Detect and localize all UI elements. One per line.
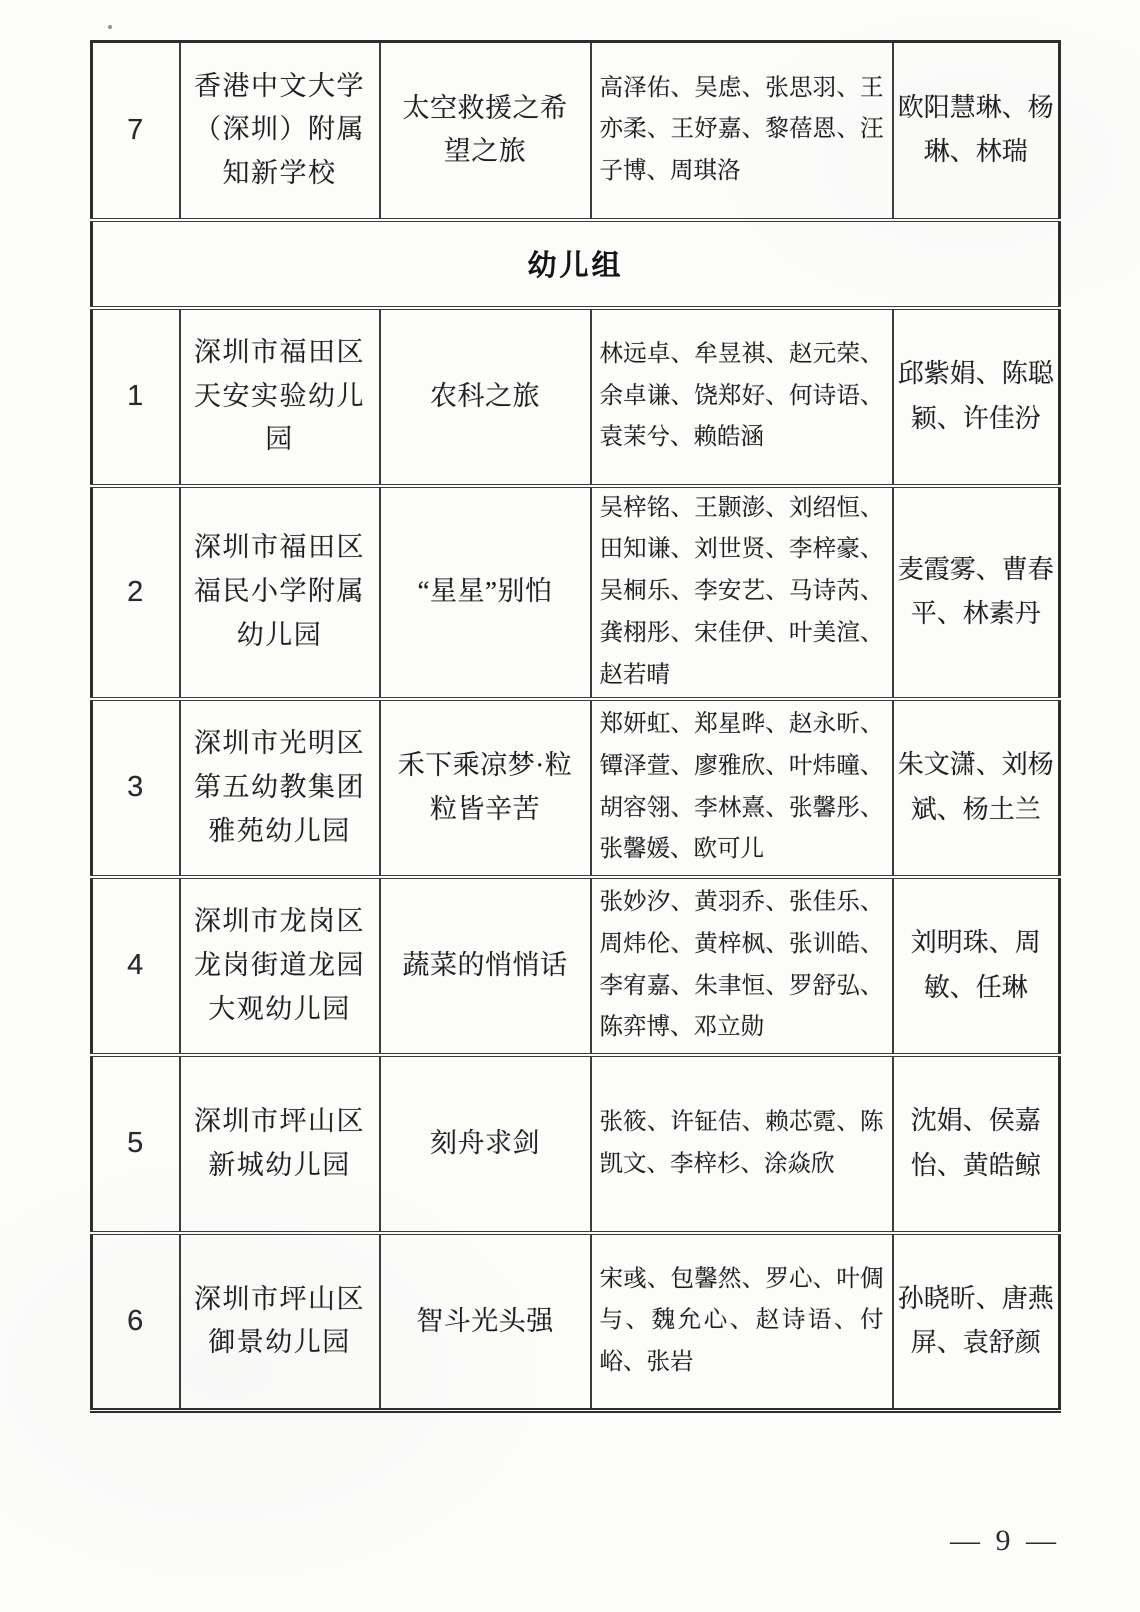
cell-project: 农科之旅 <box>380 308 591 486</box>
cell-teachers: 沈娟、侯嘉怡、黄皓鲸 <box>893 1055 1060 1233</box>
cell-students: 张筱、许钲佶、赖芯霓、陈凯文、李梓杉、涂焱欣 <box>591 1055 893 1233</box>
cell-rank: 5 <box>92 1055 180 1233</box>
cell-teachers: 孙晓昕、唐燕屏、袁舒颜 <box>893 1233 1060 1411</box>
table-row <box>92 699 1060 877</box>
table-row <box>92 42 1060 220</box>
cell-project: 刻舟求剑 <box>380 1055 591 1233</box>
cell-students: 张妙汐、黄羽乔、张佳乐、周炜伦、黄梓枫、张训皓、李宥嘉、朱聿恒、罗舒弘、陈弈博、邓立勋 <box>591 877 893 1055</box>
cell-rank: 2 <box>92 486 180 699</box>
cell-project: 太空救援之希望之旅 <box>380 42 591 220</box>
cell-students: 宋彧、包馨然、罗心、叶倜与、魏允心、赵诗语、付峪、张岩 <box>591 1233 893 1411</box>
cell-school: 深圳市龙岗区龙岗街道龙园大观幼儿园 <box>180 877 380 1055</box>
cell-students: 吴梓铭、王颢澎、刘绍恒、田知谦、刘世贤、李梓豪、吴桐乐、李安艺、马诗芮、龚栩彤、宋佳伊、叶美渲、赵若晴 <box>591 486 893 699</box>
table-row <box>92 486 1060 699</box>
cell-students: 高泽佑、吴虑、张思羽、王亦柔、王妤嘉、黎蓓恩、汪子博、周琪洛 <box>591 42 893 220</box>
cell-project: 禾下乘凉梦·粒粒皆辛苦 <box>380 699 591 877</box>
cell-teachers: 朱文潇、刘杨斌、杨土兰 <box>893 699 1060 877</box>
cell-rank: 7 <box>92 42 180 220</box>
cell-school: 深圳市坪山区御景幼儿园 <box>180 1233 380 1411</box>
cell-project: 智斗光头强 <box>380 1233 591 1411</box>
cell-students: 林远卓、牟昱祺、赵元荣、余卓谦、饶郑好、何诗语、袁茉兮、赖皓涵 <box>591 308 893 486</box>
scan-artifact-dot <box>108 25 112 29</box>
cell-rank: 3 <box>92 699 180 877</box>
cell-project: “星星”别怕 <box>380 486 591 699</box>
section-header-row <box>92 220 1060 308</box>
cell-rank: 4 <box>92 877 180 1055</box>
cell-students: 郑妍虹、郑星晔、赵永昕、镡泽萱、廖雅欣、叶炜曈、胡容翎、李林熹、张馨彤、张馨媛、欧可儿 <box>591 699 893 877</box>
cell-school: 深圳市光明区第五幼教集团雅苑幼儿园 <box>180 699 380 877</box>
cell-school: 深圳市坪山区新城幼儿园 <box>180 1055 380 1233</box>
cell-teachers: 邱紫娟、陈聪颖、许佳汾 <box>893 308 1060 486</box>
cell-project: 蔬菜的悄悄话 <box>380 877 591 1055</box>
section-header-label: 幼儿组 <box>92 220 1060 308</box>
cell-rank: 1 <box>92 308 180 486</box>
award-results-table <box>90 40 1061 1413</box>
page-number: — 9 — <box>950 1524 1060 1557</box>
cell-school: 深圳市福田区天安实验幼儿园 <box>180 308 380 486</box>
table-row <box>92 1055 1060 1233</box>
cell-teachers: 刘明珠、周敏、任琳 <box>893 877 1060 1055</box>
table-row <box>92 1233 1060 1411</box>
cell-teachers: 欧阳慧琳、杨琳、林瑞 <box>893 42 1060 220</box>
table-row <box>92 308 1060 486</box>
table-row <box>92 877 1060 1055</box>
cell-teachers: 麦霞雾、曹春平、林素丹 <box>893 486 1060 699</box>
cell-school: 深圳市福田区福民小学附属幼儿园 <box>180 486 380 699</box>
cell-school: 香港中文大学（深圳）附属知新学校 <box>180 42 380 220</box>
cell-rank: 6 <box>92 1233 180 1411</box>
